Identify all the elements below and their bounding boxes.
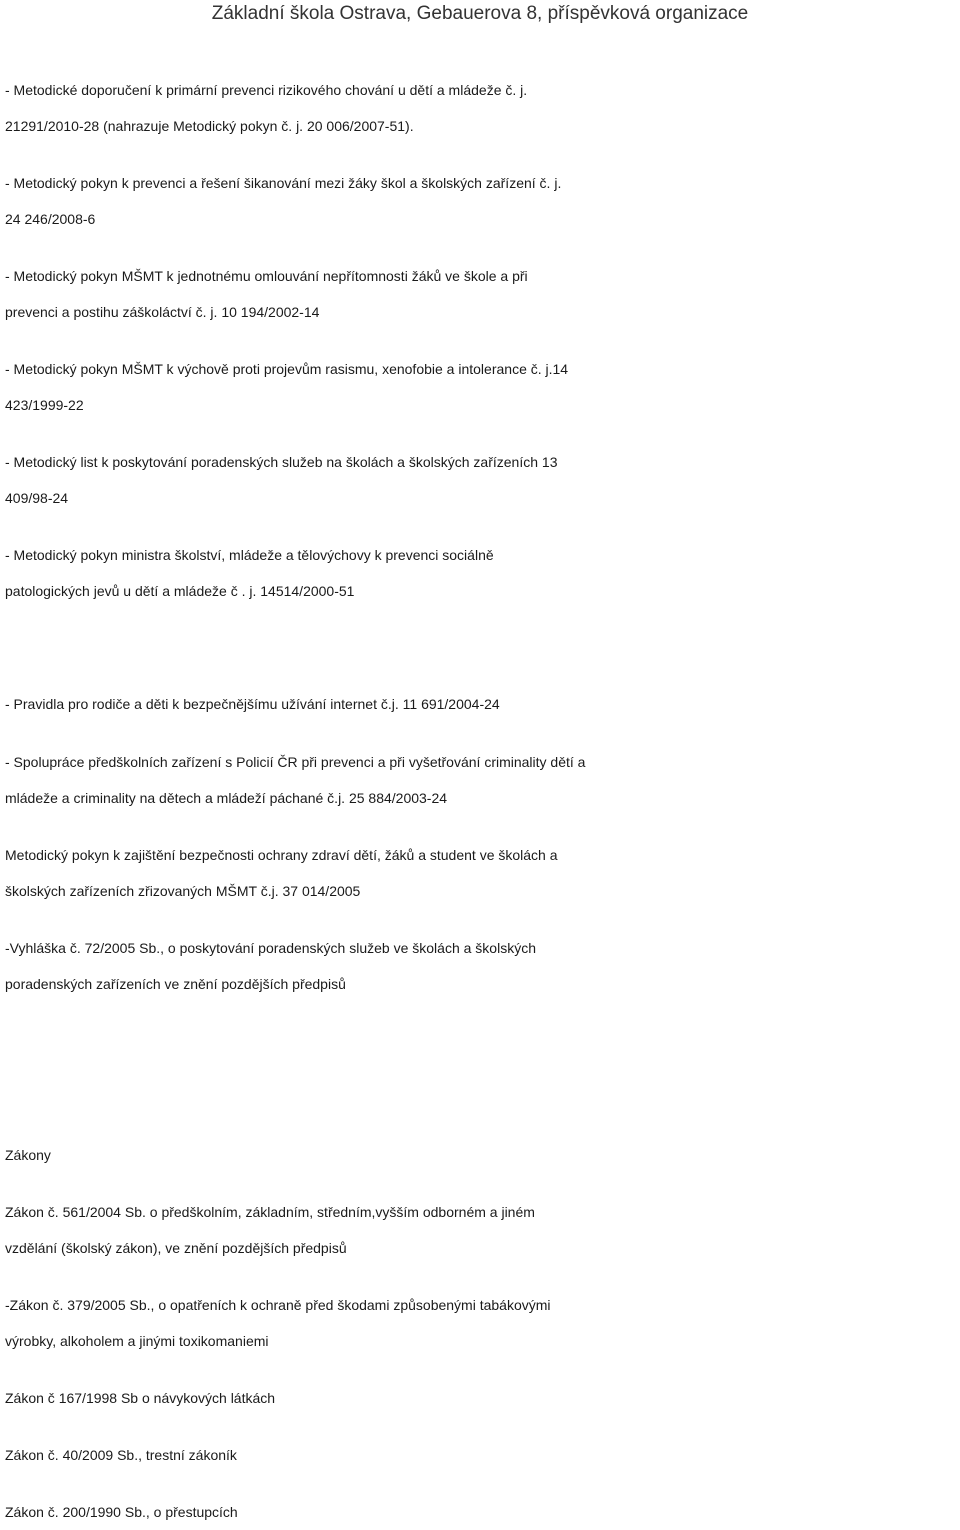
paragraph-prestupky <box>5 1494 957 1530</box>
text-line: - Metodický pokyn MŠMT k jednotnému omlouvání nepřítomnosti žáků ve škole a při <box>5 268 528 284</box>
text-line: Zákony <box>5 1147 51 1163</box>
paragraph-patologicke-jevy <box>5 537 957 609</box>
text-line: -Vyhláška č. 72/2005 Sb., o poskytování poradenských služeb ve školách a školských <box>5 940 536 956</box>
paragraph-rasismus <box>5 351 957 423</box>
paragraph-spoluprace-policie <box>5 744 957 816</box>
text-line: mládeže a criminality na dětech a mládeží páchané č.j. 25 884/2003-24 <box>5 790 448 806</box>
text-line: - Metodický pokyn ministra školství, mládeže a tělovýchovy k prevenci sociálně <box>5 547 494 563</box>
text-line: prevenci a postihu záškoláctví č. j. 10 194/2002-14 <box>5 304 320 320</box>
text-line: 21291/2010-28 (nahrazuje Metodický pokyn č. j. 20 006/2007-51). <box>5 118 414 134</box>
text-line: - Metodický pokyn MŠMT k výchově proti projevům rasismu, xenofobie a intolerance č. j.14 <box>5 361 569 377</box>
paragraph-trestni-zakonik <box>5 1437 957 1473</box>
paragraph-omlouvani <box>5 258 957 330</box>
text-line: Zákon č. 200/1990 Sb., o přestupcích <box>5 1504 238 1520</box>
paragraph-internet <box>5 686 957 722</box>
text-line: - Metodické doporučení k primární prevenci rizikového chování u dětí a mládeže č. j. <box>5 82 528 98</box>
text-line: poradenských zařízeních ve znění pozdějších předpisů <box>5 976 346 992</box>
text-line: 423/1999-22 <box>5 397 84 413</box>
paragraph-bezpecnost <box>5 837 957 909</box>
text-line: školských zařízeních zřizovaných MŠMT č.j. 37 014/2005 <box>5 883 361 899</box>
paragraph-skolsky-zakon <box>5 1194 957 1266</box>
paragraph-poradenske-sluzby <box>5 444 957 516</box>
paragraph-sikanovani <box>5 165 957 237</box>
text-line: - Metodický pokyn k prevenci a řešení šikanování mezi žáky škol a školských zařízení č. j. <box>5 175 562 191</box>
text-line: - Metodický list k poskytování poradenských služeb na školách a školských zařízeních 13 <box>5 454 558 470</box>
text-line: - Pravidla pro rodiče a děti k bezpečnějšímu užívání internet č.j. 11 691/2004-24 <box>5 696 500 712</box>
text-line: Metodický pokyn k zajištění bezpečnosti ochrany zdraví dětí, žáků a student ve školách a <box>5 847 558 863</box>
paragraph-vyhlaska <box>5 930 957 1002</box>
paragraph-zakon-tabak <box>5 1287 957 1359</box>
text-line: 24 246/2008-6 <box>5 211 96 227</box>
text-line: vzdělání (školský zákon), ve znění pozdějších předpisů <box>5 1240 347 1256</box>
text-line: Zákon č. 40/2009 Sb., trestní zákoník <box>5 1447 237 1463</box>
text-line: 409/98-24 <box>5 490 69 506</box>
text-line: -Zákon č. 379/2005 Sb., o opatřeních k ochraně před škodami způsobenými tabákovými <box>5 1297 551 1313</box>
text-line: - Spolupráce předškolních zařízení s Policií ČR při prevenci a při vyšetřování criminality dětí a <box>5 754 586 770</box>
page-header: Základní škola Ostrava, Gebauerova 8, příspěvková organizace <box>211 3 749 24</box>
paragraph-navykove-latky <box>5 1380 957 1416</box>
text-line: výrobky, alkoholem a jinými toxikomaniemi <box>5 1333 269 1349</box>
text-line: patologických jevů u dětí a mládeže č . j. 14514/2000-51 <box>5 583 355 599</box>
text-line: Zákon č. 561/2004 Sb. o předškolním, základním, středním,vyšším odborném a jiném <box>5 1204 535 1220</box>
section-heading-zakony <box>5 1137 957 1173</box>
text-line: Zákon č 167/1998 Sb o návykových látkách <box>5 1390 276 1406</box>
paragraph-metodicke-doporuceni <box>5 72 957 144</box>
